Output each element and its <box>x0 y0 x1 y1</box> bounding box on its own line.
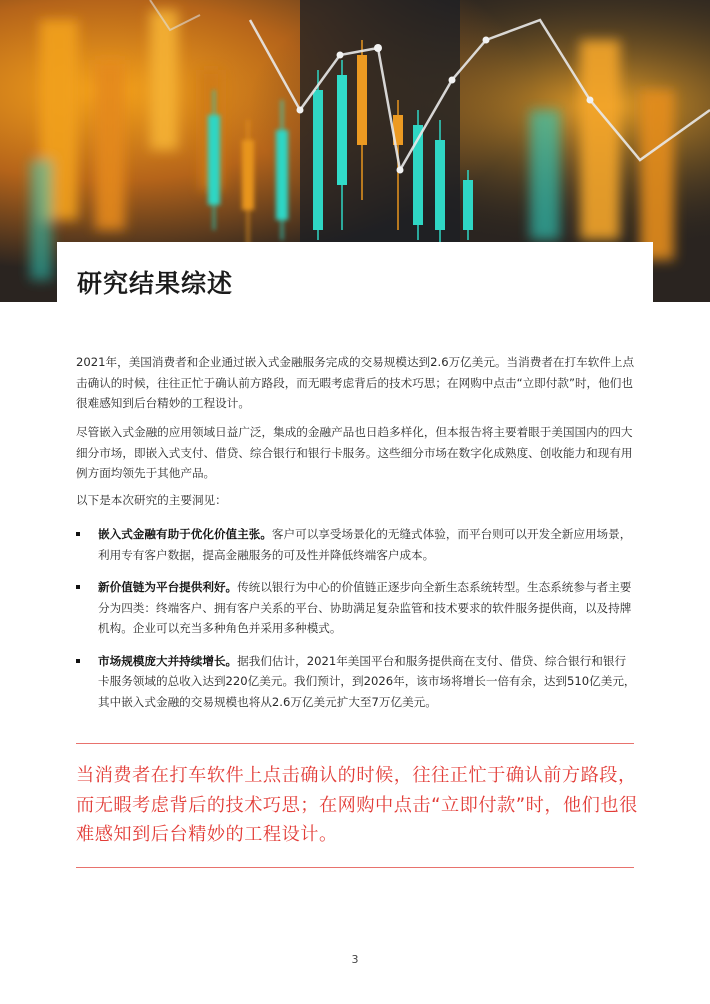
paragraph-intro <box>76 352 636 414</box>
bullet-text: 客户可以享受场景化的无缝式体验，而平台则可以开发全新应用场景，利用专有客户数据，提高金融服务的可及性并降低终端客户成本。 <box>98 527 632 562</box>
bullet-lead: 新价值链为平台提供利好。 <box>98 580 238 594</box>
bullet-marker <box>76 659 80 663</box>
list-item <box>76 577 636 639</box>
page-number: 3 <box>351 953 359 966</box>
page-title: 研究结果综述 <box>77 269 234 298</box>
title-panel <box>57 242 653 304</box>
quote-bottom-rule <box>76 867 634 868</box>
list-item <box>76 524 636 565</box>
list-item <box>76 651 636 713</box>
bullet-marker <box>76 532 80 536</box>
paragraph-text: 以下是本次研究的主要洞见： <box>76 493 227 507</box>
bullet-marker <box>76 585 80 589</box>
paragraph-insights-lead <box>76 490 636 511</box>
bullet-text: 传统以银行为中心的价值链正逐步向全新生态系统转型。生态系统参与者主要分为四类：终端客户、拥有客户关系的平台、协助满足复杂监管和技术要求的软件服务提供商，以及持牌机构。企业可以充当多种角色并采用多种模式。 <box>98 580 632 635</box>
bullet-lead: 嵌入式金融有助于优化价值主张。 <box>98 527 272 541</box>
paragraph-text: 尽管嵌入式金融的应用领域日益广泛，集成的金融产品也日趋多样化，但本报告将主要着眼于美国国内的四大细分市场，即嵌入式支付、借贷、综合银行和银行卡服务。这些细分市场在数字化成熟度、创收能力和现有用例方面均领先于其他产品。 <box>76 425 633 480</box>
bullet-lead: 市场规模庞大并持续增长。 <box>98 653 238 668</box>
paragraph-scope <box>76 422 636 484</box>
bullet-text: 据我们估计，2021年美国平台和服务提供商在支付、借贷、综合银行和银行卡服务领域的总收入达到220亿美元。我们预计，到2026年，该市场将增长一倍有余，达到510亿美元，其中嵌入式金融的交易规模也将从2.6万亿美元扩大至7万亿美元。 <box>98 653 636 709</box>
pull-quote: 当消费者在打车软件上点击确认的时候，往往正忙于确认前方路段，而无暇考虑背后的技术巧思；在网购中点击“立即付款”时，他们也很难感知到后台精妙的工程设计。 <box>76 765 638 845</box>
quote-top-rule <box>76 743 634 744</box>
paragraph-text: 2021年，美国消费者和企业通过嵌入式金融服务完成的交易规模达到2.6万亿美元。当消费者在打车软件上点击确认的时候，往往正忙于确认前方路段，而无暇考虑背后的技术巧思；在网购中点击“立即付款”时，他们也很难感知到后台精妙的工程设计。 <box>76 355 635 410</box>
insights-list <box>76 524 636 724</box>
